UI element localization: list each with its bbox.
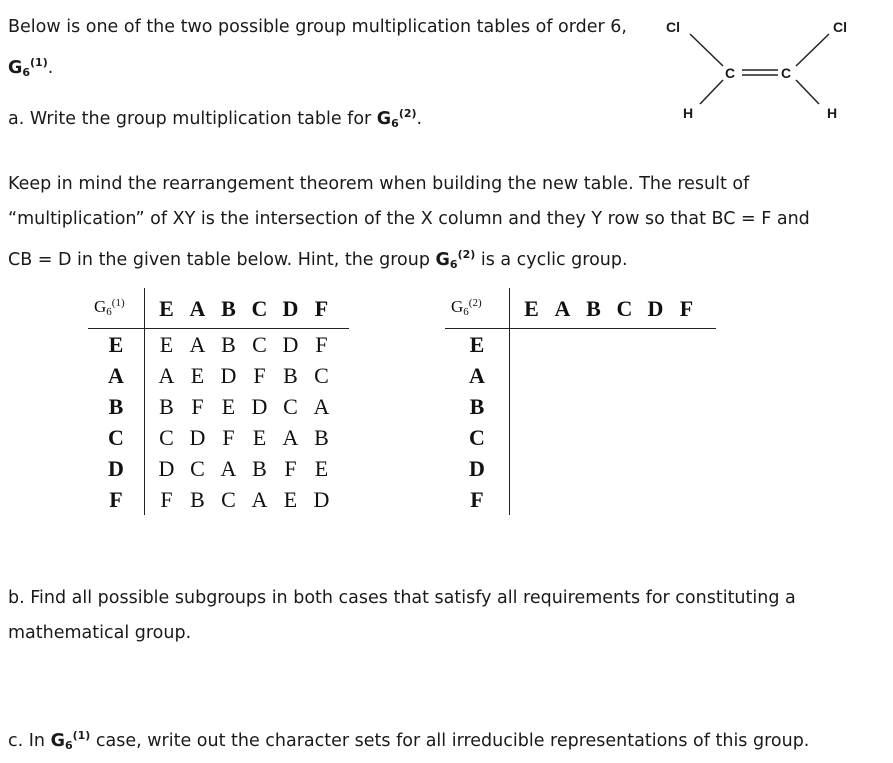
column-spacer bbox=[337, 288, 349, 329]
table-cell: A bbox=[158, 363, 175, 388]
table-cell: A bbox=[251, 487, 268, 512]
part-a-text: a. Write the group multiplication table for bbox=[8, 109, 377, 129]
table-row bbox=[445, 329, 716, 361]
column-header: A bbox=[182, 288, 213, 329]
part-b-text: b. Find all possible subgroups in both cases that satisfy all requirements for constituting a mathematical group. bbox=[8, 588, 796, 643]
table-cell: B bbox=[159, 394, 174, 419]
row-header: F bbox=[88, 484, 145, 515]
hint-line-1: Keep in mind the rearrangement theorem when building the new table. The result of bbox=[8, 174, 750, 194]
empty-row-cells bbox=[510, 422, 717, 453]
row-header: E bbox=[445, 329, 510, 361]
part-b-paragraph bbox=[8, 581, 868, 651]
empty-row-cells bbox=[510, 391, 717, 422]
column-header: E bbox=[145, 288, 183, 329]
table-cell: E bbox=[159, 332, 174, 357]
row-header: A bbox=[445, 360, 510, 391]
table-cell: C bbox=[159, 425, 174, 450]
group-g6-2-symbol: $G_6^{(2)}$ bbox=[376, 107, 417, 130]
column-spacer bbox=[702, 288, 716, 329]
group-g6-1-symbol: $G_6^{(1)}$ bbox=[50, 729, 91, 752]
table-row bbox=[445, 484, 716, 515]
table-cell: F bbox=[160, 487, 173, 512]
table-cell: A bbox=[189, 332, 206, 357]
column-header: D bbox=[275, 288, 306, 329]
table-cell: A bbox=[282, 425, 299, 450]
table-row bbox=[445, 422, 716, 453]
group-g6-1-symbol: $G_6^{(1)}$ bbox=[8, 56, 48, 79]
column-header: B bbox=[213, 288, 244, 329]
table-cell: B bbox=[190, 487, 205, 512]
table-row bbox=[88, 422, 349, 453]
table-cell: B bbox=[283, 363, 298, 388]
table-row bbox=[88, 329, 349, 361]
table-cell: F bbox=[191, 394, 204, 419]
table-corner-label: $G_6^{(1)}$ bbox=[88, 288, 145, 329]
table-cell: E bbox=[190, 363, 205, 388]
column-header: F bbox=[306, 288, 337, 329]
row-header: A bbox=[88, 360, 145, 391]
row-header: B bbox=[88, 391, 145, 422]
empty-row-cells bbox=[510, 453, 717, 484]
h-right-label: H bbox=[827, 105, 838, 121]
table-cell: C bbox=[314, 363, 329, 388]
table-cell: F bbox=[222, 425, 235, 450]
table-header-row bbox=[88, 288, 349, 329]
table-row bbox=[445, 360, 716, 391]
table-cell: D bbox=[313, 487, 330, 512]
hint-line-2: “multiplication” of XY is the intersection of the X column and they Y row so that BC = F and bbox=[8, 209, 810, 229]
table-row bbox=[88, 391, 349, 422]
row-header: F bbox=[445, 484, 510, 515]
row-header: E bbox=[88, 329, 145, 361]
part-c-text: c. In bbox=[8, 731, 51, 751]
table-header-row bbox=[445, 288, 716, 329]
table-row bbox=[445, 453, 716, 484]
empty-row-cells bbox=[510, 360, 717, 391]
table-cell: B bbox=[221, 332, 236, 357]
row-header: B bbox=[445, 391, 510, 422]
hint-line-3: CB = D in the given table below. Hint, the group bbox=[8, 250, 436, 270]
row-header: C bbox=[88, 422, 145, 453]
intro-text: Below is one of the two possible group multiplication tables of order 6, bbox=[8, 17, 627, 37]
column-header: A bbox=[547, 288, 578, 329]
group-g6-2-symbol: $G_6^{(2)}$ bbox=[435, 248, 476, 271]
table-cell: A bbox=[313, 394, 330, 419]
empty-row-cells bbox=[510, 329, 717, 361]
table-cell: B bbox=[252, 456, 267, 481]
row-header: D bbox=[88, 453, 145, 484]
column-header: B bbox=[578, 288, 609, 329]
table-cell: C bbox=[221, 487, 236, 512]
hint-paragraph: Keep in mind the rearrangement theorem when building the new table. The result of “multiplication” of XY is the intersection of the X column and they Y row so that BC = F and CB = D in the given table below. Hint, the group $G_6^{(2)}$ is a cyclic group. bbox=[8, 174, 810, 271]
table-cell: C bbox=[190, 456, 205, 481]
column-header: C bbox=[609, 288, 640, 329]
table-cell: D bbox=[158, 456, 175, 481]
g6-2-multiplication-table bbox=[445, 288, 716, 515]
column-header: C bbox=[244, 288, 275, 329]
column-header: F bbox=[671, 288, 702, 329]
table-cell: D bbox=[251, 394, 268, 419]
empty-row-cells bbox=[510, 484, 717, 515]
table-cell: D bbox=[220, 363, 237, 388]
table-cell: E bbox=[314, 456, 329, 481]
table-cell: D bbox=[282, 332, 299, 357]
part-c-paragraph: c. In $G_6^{(1)}$ case, write out the character sets for all irreducible representations of this group. bbox=[8, 729, 810, 752]
table-cell: E bbox=[221, 394, 236, 419]
table-cell: C bbox=[283, 394, 298, 419]
molecule-drawing bbox=[655, 8, 885, 126]
table-row bbox=[88, 453, 349, 484]
table-cell: D bbox=[189, 425, 206, 450]
column-header: E bbox=[510, 288, 548, 329]
column-header: D bbox=[640, 288, 671, 329]
cl-right-label: Cl bbox=[833, 19, 847, 35]
table-cell: F bbox=[253, 363, 266, 388]
table-cell: A bbox=[220, 456, 237, 481]
row-header: C bbox=[445, 422, 510, 453]
intro-paragraph: Below is one of the two possible group multiplication tables of order 6, $G_6^{(1)}$. bbox=[8, 17, 627, 79]
h-left-label: H bbox=[683, 105, 694, 121]
cl-left-label: Cl bbox=[666, 19, 680, 35]
table-corner-label: $G_6^{(2)}$ bbox=[445, 288, 510, 329]
part-a-paragraph: a. Write the group multiplication table for $G_6^{(2)}$. bbox=[8, 107, 423, 130]
table-cell: C bbox=[252, 332, 267, 357]
table-row bbox=[445, 391, 716, 422]
table-cell: F bbox=[315, 332, 328, 357]
c-left-label: C bbox=[725, 65, 736, 81]
table-row bbox=[88, 484, 349, 515]
table-row bbox=[88, 360, 349, 391]
c-right-label: C bbox=[781, 65, 792, 81]
table-cell: F bbox=[284, 456, 297, 481]
g6-1-multiplication-table bbox=[88, 288, 349, 515]
table-cell: B bbox=[314, 425, 329, 450]
table-cell: E bbox=[252, 425, 267, 450]
dichloroethene-structure bbox=[655, 8, 885, 126]
table-cell: E bbox=[283, 487, 298, 512]
row-header: D bbox=[445, 453, 510, 484]
